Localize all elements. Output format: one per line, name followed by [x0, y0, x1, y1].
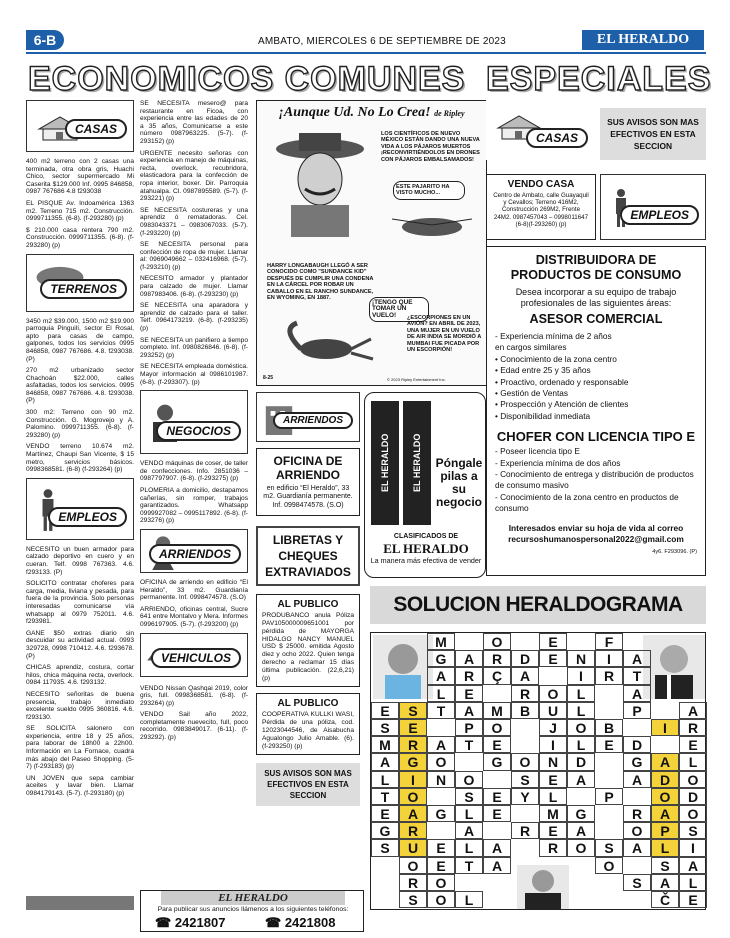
crossword-cell: I	[651, 719, 679, 736]
classified-ad: 3450 m2 $39.000, 1500 m2 $19.900 parroquia Pinguilí, sector El Rosal, apto para casas de campo, galpones, todos los servicios 0995 846858, 0987 767686. 4.8. f293038. (P)	[26, 317, 134, 363]
crossword-cell: M	[371, 736, 399, 753]
crossword-cell: O	[511, 753, 539, 770]
crossword-cell: I	[539, 736, 567, 753]
section-casas-2	[486, 100, 594, 160]
vehiculos-ads	[140, 685, 248, 742]
crossword-cell: P	[455, 719, 483, 736]
notice-text: COOPERATIVA KULLKI WASI, Pérdida de una póliza, cod. 12023044546, de Aisabucha Agualongo Julio Amable. (6). (f-293250) (p)	[262, 711, 354, 750]
comic-date: 8-25	[263, 375, 274, 381]
classified-ad: VENDO Nissan Qashqai 2019, color gris, full. 0998368581. (6-8). (f-293264) (p)	[140, 684, 248, 707]
heraldo-ad	[364, 392, 486, 578]
section-label: ARRIENDOS	[149, 544, 241, 564]
battery-2: EL HERALDO	[403, 401, 431, 525]
crossword-cell: R	[539, 839, 567, 856]
crossword-cell: E	[483, 805, 511, 822]
oficina-ad	[256, 448, 360, 516]
crossword-cell: O	[427, 874, 455, 891]
crossword-cell: P	[595, 788, 623, 805]
photo-bottom	[517, 865, 569, 909]
crossword-cell: T	[455, 736, 483, 753]
requirement-item: • Disponibilidad inmediata	[495, 410, 591, 421]
crossword-cell: E	[679, 891, 707, 908]
classified-ad: EL PISQUE Av. Indoamérica 1363 m2. Terreno 715 m2. Construcción. 0999711355. (6-8). (f-293280) (p)	[26, 199, 134, 223]
crossword-cell: B	[511, 702, 539, 719]
crossword-cell: R	[511, 685, 539, 702]
crossword-cell: S	[371, 839, 399, 856]
requirement-item: • Proactivo, ordenado y responsable	[495, 376, 629, 387]
section-casas-right	[486, 100, 594, 160]
section-label: EMPLEOS	[620, 205, 699, 225]
vendo-casa-ad	[486, 174, 596, 240]
distrib-title: DISTRIBUIDORA DE PRODUCTOS DE CONSUMO	[510, 253, 682, 282]
crossword-cell: O	[427, 891, 455, 908]
classified-ad: ARRIENDO, oficinas central, Sucre 641 entre Montalvo y Mera. Informes 0996197905. (5-7). (f-293200) (p)	[140, 605, 248, 628]
crossword-cell: S	[623, 874, 651, 891]
comic-copyright: © 2023 Ripley Entertainment Inc.	[387, 377, 446, 382]
crossword-cell: A	[399, 805, 427, 822]
notice-text: PRODUBANCO anula Póliza PAV105000009651001 por pérdida de MAYORGA HIDALGO NANCY MANUEL USD $ 25000. emitida Agosto diez y ocho 2022. Quien tenga derecho a reclamar 15 días última publicación. (22,6,21) (p)	[262, 612, 354, 682]
section-label: TERRENOS	[40, 279, 127, 299]
crossword-cell: G	[427, 650, 455, 667]
crossword-cell: A	[679, 857, 707, 874]
crossword-cell: N	[567, 650, 595, 667]
crossword-cell: I	[679, 839, 707, 856]
crossword-cell: L	[679, 874, 707, 891]
crossword-cell: A	[567, 771, 595, 788]
section-label: ARRIENDOS	[273, 412, 353, 429]
banner-left: ECONOMICOS COMUNES	[28, 60, 466, 98]
photo-left	[373, 635, 433, 699]
crossword-cell: A	[567, 822, 595, 839]
speech-bubble: ESTE PAJARITO HA VISTO MUCHO...	[393, 181, 465, 200]
crossword-cell: A	[455, 702, 483, 719]
distrib-contact: Interesados enviar su hoja de vida al correo recursoshumanospersonal2022@gmail.com	[508, 522, 684, 544]
oficina-text: en edificio “El Heraldo”, 33 m2. Guardianía permanente. Inf. 0998474578. (S.O)	[263, 485, 353, 509]
speech-bubble: ¡TENGO QUE TOMAR UN VUELO!	[369, 297, 429, 322]
crossword-cell: I	[595, 650, 623, 667]
requirement-item: - Conocimiento de entrega y distribución de productos de consumo masivo	[495, 469, 694, 491]
crossword-cell: U	[539, 702, 567, 719]
crossword-cell: S	[511, 771, 539, 788]
crossword-cell: T	[427, 702, 455, 719]
crossword-cell: S	[595, 839, 623, 856]
crossword-cell: E	[539, 771, 567, 788]
section-vehiculos	[140, 633, 248, 677]
dateline: AMBATO, MIERCOLES 6 DE SEPTIEMBRE DE 2023	[258, 36, 506, 47]
middle-column	[256, 392, 360, 806]
vendo-text: Centro de Ambato, calle Guayaquil y Cevallos; Terreno 416M2, Construcción 269M2, Frente 24M2. 0987457043 – 0998011647 (6-8)(f-293260) (p)	[493, 192, 589, 228]
crossword-cell: O	[679, 771, 707, 788]
classified-ad: PLOMERIA a domicilio, destapamos cañerías, sin romper, trabajos garantizados. Whatsapp 0999927082 – 0995117892. (6-8). (f-293276) (p)	[140, 486, 248, 525]
crossword-cell: S	[399, 702, 427, 719]
classified-ad: VENDO máquinas de coser, de taller de confecciones. Info. 2851036 – 0987797907. (6-8). (f-293275) (p)	[140, 460, 248, 483]
distrib-ref: 4y6. F293096. (P)	[652, 548, 697, 555]
crossword-cell: G	[427, 805, 455, 822]
requirement-item: - Experiencia mínima de dos años	[495, 457, 621, 468]
crossword-cell: S	[651, 857, 679, 874]
classified-ad: UN JOVEN que sepa cambiar aceites y lavar bien. Llamar 0984179143. (5-7). (f-293180) (p)	[26, 774, 134, 798]
crossword-cell: A	[623, 839, 651, 856]
crossword-cell: A	[679, 702, 707, 719]
section-casas	[26, 100, 134, 152]
comic-title: ¡Aunque Ud. No Lo Crea! de Ripley	[278, 105, 465, 120]
crossword-cell: E	[371, 702, 399, 719]
crossword-cell: B	[595, 719, 623, 736]
crossword-cell: O	[427, 753, 455, 770]
crossword-cell: S	[399, 891, 427, 908]
crossword-cell: E	[483, 788, 511, 805]
arriendos-ads	[140, 579, 248, 629]
page-number: 6-B	[26, 30, 64, 50]
classified-ad: $ 210.000 casa rentera 790 m2. Construcción. 0999711355. (6-8). (f-293280) (p)	[26, 226, 134, 249]
libretas-heading: LIBRETAS Y CHEQUES EXTRAVIADOS	[256, 526, 360, 586]
crossword-cell: O	[399, 788, 427, 805]
crossword-cell: O	[651, 788, 679, 805]
distrib-subtitle: Desea incorporar a su equipo de trabajo profesionales de las siguientes áreas:	[515, 287, 677, 308]
crossword-cell: M	[539, 805, 567, 822]
ad-slogan: Póngale pilas a su negocio	[435, 456, 483, 509]
crossword-cell: R	[483, 650, 511, 667]
section-terrenos	[26, 254, 134, 312]
asesor-requirements	[495, 331, 697, 422]
vendo-title: VENDO CASA	[507, 179, 575, 190]
drone-birds-text: LOS CIENTÍFICOS DE NUEVO MÉXICO ESTÁN DANDO UNA NUEVA VIDA A LOS PÁJAROS MUERTOS ¡RECONVIRTIÉNDOLOS EN DRONES CON PÁJAROS EMBALSAMADOS!	[381, 131, 480, 163]
empleos-ads-2	[140, 100, 248, 386]
crossword-cell: T	[371, 788, 399, 805]
section-label: NEGOCIOS	[156, 421, 241, 441]
crossword-cell: M	[427, 633, 455, 650]
ad-brand: EL HERALDO	[383, 541, 469, 556]
crossword-cell: E	[539, 822, 567, 839]
requirement-item: • Prospección y Atención de clientes	[495, 399, 629, 410]
crossword-cell: L	[427, 685, 455, 702]
crossword-cell: A	[483, 857, 511, 874]
crossword-cell: E	[483, 736, 511, 753]
classified-ad: SE NECESITA una aparadora y aprendiz de calzado para el taller. Telf. 0964173219. (6-8). (f-293235) (p)	[140, 302, 248, 333]
section-empleos	[26, 478, 134, 540]
crossword-cell: M	[483, 702, 511, 719]
classified-ad: NECESITO señoritas de buena presencia, trabajo inmediato excelente sueldo 0995 360816. 4.6. f293130.	[26, 690, 134, 721]
crossword-cell: I	[567, 667, 595, 684]
crossword-cell: A	[623, 685, 651, 702]
crossword-cell: N	[427, 771, 455, 788]
crossword-cell: A	[651, 753, 679, 770]
classified-ad: NECESITO armador y plantador para calzado de mujer. Llamar 0987983406. (6-8). (f-293230) (p)	[140, 275, 248, 298]
negocios-ads	[140, 460, 248, 525]
classified-ad: OFICINA de arriendo en edificio “El Heraldo”, 33 m2. Guardianía permanente. Inf. 0998474578. (S.O)	[140, 578, 248, 602]
photo-right	[643, 635, 705, 699]
section-negocios	[140, 390, 248, 454]
sus-avisos-right: SUS AVISOS SON MAS EFECTIVOS EN ESTA SECCION	[600, 108, 706, 160]
footer-ad	[140, 890, 364, 932]
crossword-cell: O	[483, 719, 511, 736]
requirement-item: • Edad entre 25 y 35 años	[495, 365, 591, 376]
crossword-cell: D	[679, 788, 707, 805]
crossword-cell: Y	[511, 788, 539, 805]
crossword-cell: T	[455, 857, 483, 874]
brand-logo: EL HERALDO	[582, 30, 704, 50]
crossword-cell: R	[679, 719, 707, 736]
outlaw-illustration	[265, 127, 375, 237]
contact-email[interactable]: recursoshumanospersonal2022@gmail.com	[508, 533, 684, 544]
distribuidora-ad	[486, 246, 706, 576]
requirement-item: - Poseer licencia tipo E	[495, 446, 580, 457]
crossword-cell: E	[679, 736, 707, 753]
crossword-cell: A	[427, 667, 455, 684]
crossword-cell: R	[511, 822, 539, 839]
crossword-cell: A	[483, 839, 511, 856]
crossword-cell: D	[567, 753, 595, 770]
crossword-cell: S	[371, 719, 399, 736]
crossword-cell: O	[399, 857, 427, 874]
sus-avisos-mid: SUS AVISOS SON MAS EFECTIVOS EN ESTA SECCION	[256, 763, 360, 806]
crossword-cell: A	[651, 874, 679, 891]
crossword-cell: O	[455, 771, 483, 788]
crossword-cell: L	[539, 788, 567, 805]
crossword-cell: N	[539, 753, 567, 770]
crossword-cell: G	[371, 822, 399, 839]
footer-text: Para publicar sus anuncios llámenos a los siguientes teléfonos:	[157, 906, 349, 913]
crossword-cell: R	[595, 667, 623, 684]
column-2	[140, 100, 248, 746]
classified-ad: 400 m2 terreno con 2 casas una terminada, otra obra gris, Huachi Chico, sector supermercado Mi Caserita $129.000 Inf. 0995 846858, 0987 767686 4.8 f293038	[26, 158, 134, 196]
crossword-cell: E	[427, 839, 455, 856]
classified-ad: SE NECESITA personal para confección de ropa de mujer. Llamar al: 0969049662 – 032416968. (5-7). (f-293210) (p)	[140, 241, 248, 271]
ad-tagline: La manera más efectiva de vender	[370, 556, 482, 565]
phone-icon: ☎	[155, 915, 175, 930]
classified-ad: URGENTE necesito señoras con experiencia en manejo de máquinas, recta, overlock, recubridora, elasticadora para la confección de ropa interior, boxer. Dir. Parroquia atahualpa. Cl. 0987895589. (5-7). (f-293221) (p)	[140, 149, 248, 203]
scorpion-text: ¿ESCORPIONES EN UN AVIÓN? EN ABRIL DE 2023, UNA MUJER EN UN VUELO DE AIR INDIA SE MORDIÓ A MUMBAI FUE PICADA POR UN ESCORPIÓN!	[407, 315, 482, 354]
section-label: EMPLEOS	[48, 507, 127, 527]
crossword-cell: A	[371, 753, 399, 770]
requirement-item: • Conocimiento de la zona centro	[495, 353, 617, 364]
crossword-cell: O	[539, 685, 567, 702]
crossword-cell: A	[623, 771, 651, 788]
terrenos-ads	[26, 318, 134, 474]
classified-ad: 270 m2 urbanizado sector Chachoán $22.000, calles asfaltadas, todos los servicios. 0995 846858, 0987 767686. 4.8. f293038. (P)	[26, 367, 134, 405]
crossword-cell: D	[511, 650, 539, 667]
scorpion-illustration	[271, 319, 381, 371]
crossword-cell: L	[651, 839, 679, 856]
crossword-cell: L	[371, 771, 399, 788]
crossword-cell: R	[399, 822, 427, 839]
crossword-cell: G	[399, 753, 427, 770]
role-chofer: CHOFER CON LICENCIA TIPO E	[496, 429, 696, 445]
section-label: CASAS	[526, 128, 588, 148]
chofer-requirements	[495, 446, 697, 514]
classified-ad: NECESITO un buen armador para calzado deportivo en cuero y en cueran. Telf. 0998 767363. 4.6. f293133. (P)	[26, 545, 134, 576]
crossword-cell: L	[455, 839, 483, 856]
sundance-kid-text: HARRY LONGABAUGH LLEGÓ A SER CONOCIDO COMO "SUNDANCE KID" DESPUÉS DE CUMPLIR UNA CONDENA EN LA CÁRCEL POR ROBAR UN CABALLO EN EL RANCHO SUNDANCE, EN WYOMING, EN 1887.	[267, 263, 374, 302]
bird-drone-illustration	[387, 205, 477, 245]
crossword-cell: L	[455, 891, 483, 908]
empleos-ads	[26, 546, 134, 798]
notice-title: AL PUBLICO	[277, 599, 339, 611]
phone-1[interactable]: ☎ 2421807	[155, 915, 226, 930]
crossword-cell: A	[623, 650, 651, 667]
crossword-cell: S	[455, 788, 483, 805]
section-label: CASAS	[65, 119, 127, 139]
role-asesor: ASESOR COMERCIAL	[529, 312, 663, 326]
crossword-cell: A	[651, 805, 679, 822]
requirement-item: en cargos similares	[495, 342, 567, 353]
crossword-cell: E	[427, 857, 455, 874]
header-rule	[26, 52, 706, 54]
crossword-cell: D	[623, 736, 651, 753]
section-empleos-right	[600, 174, 706, 240]
crossword-cell: A	[427, 736, 455, 753]
oficina-title: OFICINA DE ARRIENDO	[273, 454, 343, 482]
crossword-cell: Č	[651, 891, 679, 908]
requirement-item: • Gestión de Ventas	[495, 388, 569, 399]
banner-right: ESPECIALES	[486, 60, 712, 98]
requirement-item: - Experiencia mínima de 2 años	[495, 331, 612, 341]
crossword-cell: L	[567, 736, 595, 753]
classified-ad: CHICAS aprendiz, costura, cortar hilos, chica máquina recta, overlock. 0984 117935. 4.6. f293132.	[26, 664, 134, 687]
classified-ad: SOLICITO contratar choferes para carga, media, liviana y pesada, para fuera de la provincia. Solo personas interesadas comunicarse vía whatsapp al 0979 752011. 4.6. f293981.	[26, 580, 134, 626]
crossword-cell: A	[455, 650, 483, 667]
crossword-cell: O	[679, 805, 707, 822]
crossword-cell: O	[595, 857, 623, 874]
crossword-cell: A	[455, 822, 483, 839]
crossword-cell: E	[539, 633, 567, 650]
crossword-cell: L	[567, 685, 595, 702]
classified-ad: GANE $50 extras diario sin descuidar su actividad actual. 0993 329728, 0998 710412. 4.6. f293678. (P)	[26, 629, 134, 660]
classified-ad: SE NECESITA empleada doméstica. Mayor información al 0986101987. (6-8). (f-293307). (p)	[140, 363, 248, 386]
classified-ad: SE NECESITA un panifiero a tiempo completo. Inf. 0980826846. (6-8). (f-293252) (p)	[140, 336, 248, 359]
al-publico-2	[256, 693, 360, 755]
crossword-cell: O	[567, 839, 595, 856]
classified-ad: SE NECESITA mesero@ para restaurante en Ficoa, con experiencia entre las edades de 20 a 35 años, Comunicarse a este número 0987963225. (5-7). (f-293152) (p)	[140, 100, 248, 145]
ripley-comic	[256, 100, 487, 386]
crossword-cell: S	[679, 822, 707, 839]
section-label: VEHICULOS	[151, 648, 241, 668]
phone-2[interactable]: ☎ 2421808	[265, 915, 336, 930]
crossword-cell: E	[539, 650, 567, 667]
crossword-cell: F	[595, 633, 623, 650]
crossword-cell: G	[483, 753, 511, 770]
crossword-cell: E	[371, 805, 399, 822]
crossword-cell: G	[567, 805, 595, 822]
column-1-footer-bar	[26, 896, 134, 910]
casas-ads	[26, 158, 134, 250]
crossword-cell: E	[455, 685, 483, 702]
crossword-cell: L	[455, 805, 483, 822]
crossword-cell: Ç	[483, 667, 511, 684]
crossword-cell: R	[623, 805, 651, 822]
crossword-cell: O	[483, 633, 511, 650]
classified-ad: SE SOLICITA salonero con experiencia, entre 18 y 25 años, para laborar de 18h00 a 22h00. Información en La Fornace, cuadra más abajo del Paseo Shopping. (5-7) (f-293183) (p)	[26, 725, 134, 771]
crossword-cell: O	[623, 822, 651, 839]
crossword-grid	[370, 632, 706, 910]
crossword-cell: E	[399, 719, 427, 736]
classified-ad: 300 m2: Terreno con 90 m2. Construcción. G. Mogrovejo y A. Palomino. 0999711355. (6-8). (f-293280) (p)	[26, 409, 134, 439]
requirement-item: - Conocimiento de la zona centro en productos de consumo	[495, 491, 679, 514]
notice-title: AL PUBLICO	[277, 698, 339, 710]
crossword-cell: A	[511, 667, 539, 684]
crossword-cell: R	[399, 736, 427, 753]
column-1	[26, 100, 134, 802]
crossword-cell: E	[595, 736, 623, 753]
al-publico-1	[256, 594, 360, 687]
crossword-cell: G	[623, 753, 651, 770]
crossword-cell: D	[651, 771, 679, 788]
crossword-cell: O	[567, 719, 595, 736]
crossword-cell: R	[455, 667, 483, 684]
section-arriendos-mid	[256, 392, 360, 442]
crossword-cell: I	[399, 771, 427, 788]
crossword-cell: L	[679, 753, 707, 770]
footer-brand: EL HERALDO	[161, 891, 345, 905]
section-arriendos	[140, 529, 248, 573]
classified-ad: VENDO Sail año 2022, completamente nuevecito, full, poco recorrido. 0983849017. (6-11). (f-293292). (p)	[140, 711, 248, 742]
crossword-cell: P	[651, 822, 679, 839]
crossword-cell: R	[399, 874, 427, 891]
crossword-cell: T	[623, 667, 651, 684]
crossword-cell: L	[567, 702, 595, 719]
classified-ad: SE NECESITA costureras y una aprendiz ó rematadoras. Cel. 0983043371 – 0983067033. (5-7). (f-293220) (p)	[140, 206, 248, 237]
phone-icon: ☎	[265, 915, 285, 930]
crossword-cell: J	[539, 719, 567, 736]
ad-subtitle: CLASIFICADOS DE	[393, 533, 459, 540]
crossword-cell: P	[623, 702, 651, 719]
crossword-cell: U	[399, 839, 427, 856]
classified-ad: VENDO terreno 10.674 m2. Martínez, Chaupi San Vicente, $ 15 metro, servicios básicos. 0998368581. (6-8) (f-293264) (p)	[26, 443, 134, 474]
solution-heading: SOLUCION HERALDOGRAMA	[370, 586, 706, 624]
battery-1: EL HERALDO	[371, 401, 399, 525]
